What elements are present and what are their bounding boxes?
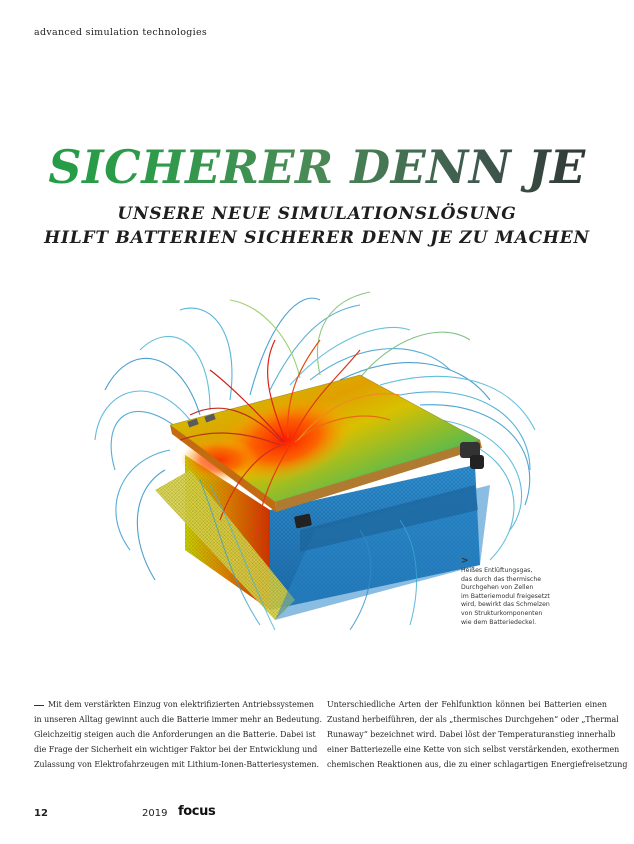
caption-line: das durch das thermische bbox=[461, 575, 542, 583]
body-line: Runaway“ bezeichnet wird. Dabei löst der Temperaturanstieg innerhalb bbox=[327, 730, 616, 739]
body-line-text: Mit dem verstärkten Einzug von elektrifizierten Antriebssystemen bbox=[48, 700, 314, 709]
body-line: in unseren Alltag gewinnt auch die Batterie immer mehr an Bedeutung. bbox=[34, 715, 322, 724]
caption-line: Heißes Entlüftungsgas, bbox=[461, 567, 533, 574]
body-column-left bbox=[34, 697, 322, 772]
body-line: einer Batteriezelle eine Kette von sich selbst verstärkenden, exothermen bbox=[327, 745, 620, 754]
body-column-right bbox=[327, 697, 628, 772]
magazine-logo: focus bbox=[178, 804, 216, 819]
caption-line: von Strukturkomponenten bbox=[461, 609, 543, 617]
em-dash-marker bbox=[34, 705, 44, 706]
figure-caption bbox=[461, 557, 571, 627]
running-head: advanced simulation technologies bbox=[34, 27, 208, 38]
caption-line: im Batteriemodul freigesetzt bbox=[461, 592, 550, 600]
body-line: Unterschiedliche Arten der Fehlfunktion können bei Batterien einen bbox=[327, 700, 607, 709]
caption-line: Durchgehen von Zellen bbox=[461, 584, 534, 592]
body-line: die Frage der Sicherheit ein wichtiger Faktor bei der Entwicklung und bbox=[34, 745, 318, 754]
page-number: 12 bbox=[34, 808, 48, 819]
body-line: Zustand herbeiführen, der als „thermisches Durchgehen“ oder „Thermal bbox=[327, 715, 619, 724]
body-line: Gleichzeitig steigen auch die Anforderungen an die Batterie. Dabei ist bbox=[34, 730, 316, 739]
page-title: SICHERER DENN JE bbox=[0, 140, 634, 194]
body-line bbox=[34, 697, 314, 712]
subtitle-line-1: UNSERE NEUE SIMULATIONSLÖSUNG bbox=[117, 204, 517, 224]
issue-year: 2019 bbox=[142, 808, 168, 819]
caption-line: wie dem Batteriedeckel. bbox=[461, 618, 537, 626]
body-line: Zulassung von Elektrofahrzeugen mit Lithium-Ionen-Batteriesystemen. bbox=[34, 760, 319, 769]
subtitle-line-2: HILFT BATTERIEN SICHERER DENN JE ZU MACHEN bbox=[44, 228, 590, 248]
caption-line: wird, bewirkt das Schmelzen bbox=[461, 601, 550, 609]
caption-arrow-icon: > bbox=[461, 556, 469, 566]
body-line: chemischen Reaktionen aus, die zu einer schlagartigen Energiefreisetzung bbox=[327, 760, 628, 769]
